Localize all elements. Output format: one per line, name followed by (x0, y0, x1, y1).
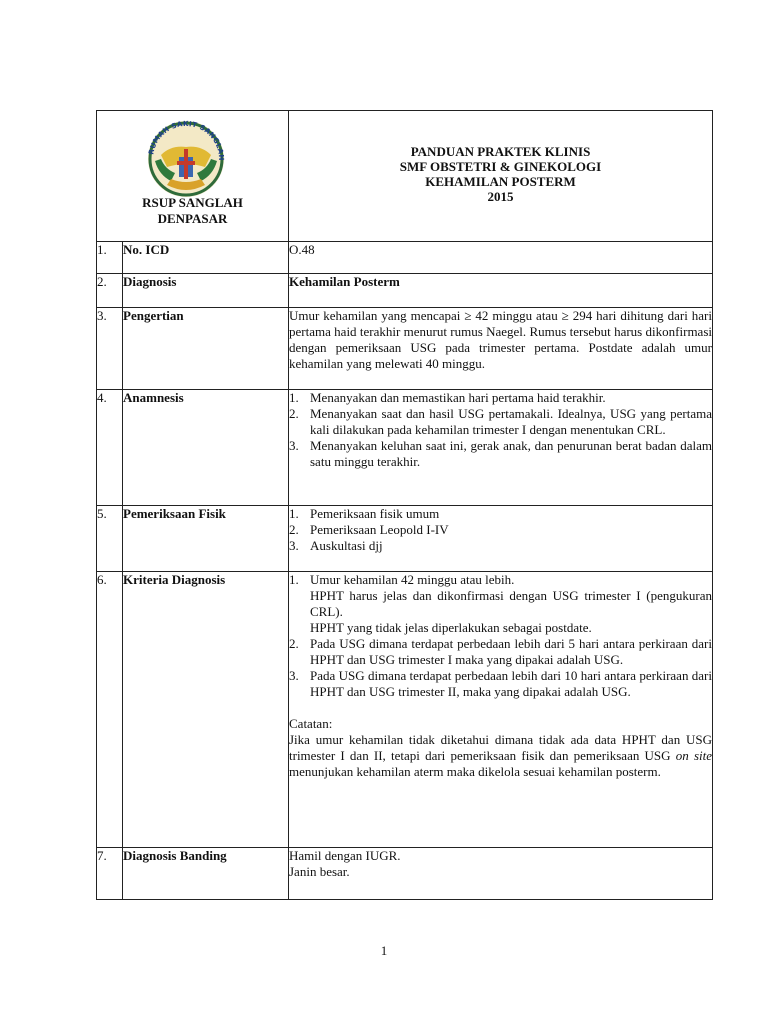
item-text: Pada USG dimana terdapat perbedaan lebih dari 5 hari antara perkiraan dari HPHT dan USG trimester I maka yang dipakai adalah USG. (310, 636, 712, 667)
row-diagnosis (97, 274, 713, 308)
row-kriteria-diagnosis (97, 572, 713, 848)
list-item (289, 572, 712, 636)
svg-text:RUMAH SAKIT SANGLAH DENPASAR: RUMAH SAKIT SANGLAH (147, 119, 226, 161)
item-number: 3. (289, 668, 299, 683)
page-number: 1 (380, 943, 388, 958)
row-pemeriksaan-fisik (97, 506, 713, 572)
hospital-name (97, 195, 288, 227)
row-label: Pengertian (123, 308, 289, 390)
hospital-cell (97, 111, 289, 242)
list-item (289, 406, 712, 438)
row-number: 3. (97, 308, 123, 390)
guideline-table (96, 110, 713, 900)
item-text: HPHT harus jelas dan dikonfirmasi dengan USG trimester I (pengukuran CRL). (310, 588, 712, 619)
banding-line-1: Hamil dengan IUGR. (289, 848, 401, 863)
row-label: Diagnosis Banding (123, 848, 289, 900)
row-number: 7. (97, 848, 123, 900)
fisik-list-cell (289, 506, 713, 572)
row-diagnosis-banding (97, 848, 713, 900)
list-item (289, 506, 712, 522)
title-cell (289, 111, 713, 242)
list-item (289, 522, 712, 538)
row-label: Anamnesis (123, 390, 289, 506)
item-text: Menanyakan saat dan hasil USG pertamakali. Idealnya, USG yang pertama kali dilakukan pada kehamilan trimester I dengan menentukan CRL. (310, 406, 712, 437)
list-item (289, 390, 712, 406)
row-icd (97, 242, 713, 274)
item-text: HPHT yang tidak jelas diperlakukan sebagai postdate. (310, 620, 592, 635)
hospital-logo (141, 115, 231, 199)
anamnesis-list (289, 390, 712, 470)
list-item (289, 438, 712, 470)
list-item (289, 538, 712, 554)
banding-cell (289, 848, 713, 900)
item-text: Pemeriksaan Leopold I-IV (310, 522, 449, 537)
kriteria-list (289, 572, 712, 700)
row-pengertian (97, 308, 713, 390)
title-line-2: SMF OBSTETRI & GINEKOLOGI (399, 159, 602, 174)
hospital-name-line1: RSUP SANGLAH (142, 195, 243, 210)
row-number: 1. (97, 242, 123, 274)
banding-line-2: Janin besar. (289, 864, 350, 879)
item-number: 1. (289, 390, 299, 405)
item-text: Pemeriksaan fisik umum (310, 506, 440, 521)
kriteria-cell (289, 572, 713, 848)
row-number: 6. (97, 572, 123, 848)
title-line-3: KEHAMILAN POSTERM (425, 174, 576, 189)
row-number: 5. (97, 506, 123, 572)
row-label: Diagnosis (123, 274, 289, 308)
sanglah-logo-icon (141, 115, 231, 199)
item-number: 2. (289, 636, 299, 651)
item-text: Menanyakan dan memastikan hari pertama haid terakhir. (310, 390, 606, 405)
item-number: 2. (289, 522, 299, 537)
item-text: Pada USG dimana terdapat perbedaan lebih dari 10 hari antara perkiraan dari HPHT dan USG trimester II, maka yang dipakai adalah USG. (310, 668, 712, 699)
note-text-before: Jika umur kehamilan tidak diketahui dimana tidak ada data HPHT dan USG trimester I dan II, tetapi dari pemeriksaan fisik dan pemeriksaan USG (289, 732, 712, 763)
note-text-italic: on site (675, 748, 712, 763)
icd-code: O.48 (289, 242, 713, 274)
item-number: 2. (289, 406, 299, 421)
list-item (289, 668, 712, 700)
header-row (97, 111, 713, 242)
item-number: 3. (289, 438, 299, 453)
row-number: 4. (97, 390, 123, 506)
note-text (289, 732, 712, 780)
diagnosis-value: Kehamilan Posterm (289, 274, 713, 308)
pengertian-text: Umur kehamilan yang mencapai ≥ 42 minggu atau ≥ 294 hari dihitung dari hari pertama haid terakhir menurut rumus Naegel. Rumus tersebut harus dikonfirmasi dengan pemeriksaan USG pada trimester pertama. Postdate adalah umur kehamilan yang melewati 40 minggu. (289, 308, 713, 390)
title-line-1: PANDUAN PRAKTEK KLINIS (410, 144, 591, 159)
item-text: Menanyakan keluhan saat ini, gerak anak, dan penurunan berat badan dalam satu minggu terakhir. (310, 438, 712, 469)
row-label: Pemeriksaan Fisik (123, 506, 289, 572)
hospital-name-line2: DENPASAR (157, 211, 228, 226)
list-item (289, 636, 712, 668)
item-number: 1. (289, 572, 299, 587)
row-label: No. ICD (123, 242, 289, 274)
fisik-list (289, 506, 712, 554)
title-line-4: 2015 (487, 189, 514, 204)
row-number: 2. (97, 274, 123, 308)
note-text-after: menunjukan kehamilan aterm maka dikelola sesuai kehamilan posterm. (289, 764, 661, 779)
anamnesis-list-cell (289, 390, 713, 506)
row-label: Kriteria Diagnosis (123, 572, 289, 848)
item-number: 3. (289, 538, 299, 553)
item-text: Umur kehamilan 42 minggu atau lebih. (310, 572, 515, 587)
item-text: Auskultasi djj (310, 538, 383, 553)
row-anamnesis (97, 390, 713, 506)
document-title (289, 111, 712, 204)
item-number: 1. (289, 506, 299, 521)
guideline-document (96, 110, 712, 900)
note-label: Catatan: (289, 716, 333, 731)
